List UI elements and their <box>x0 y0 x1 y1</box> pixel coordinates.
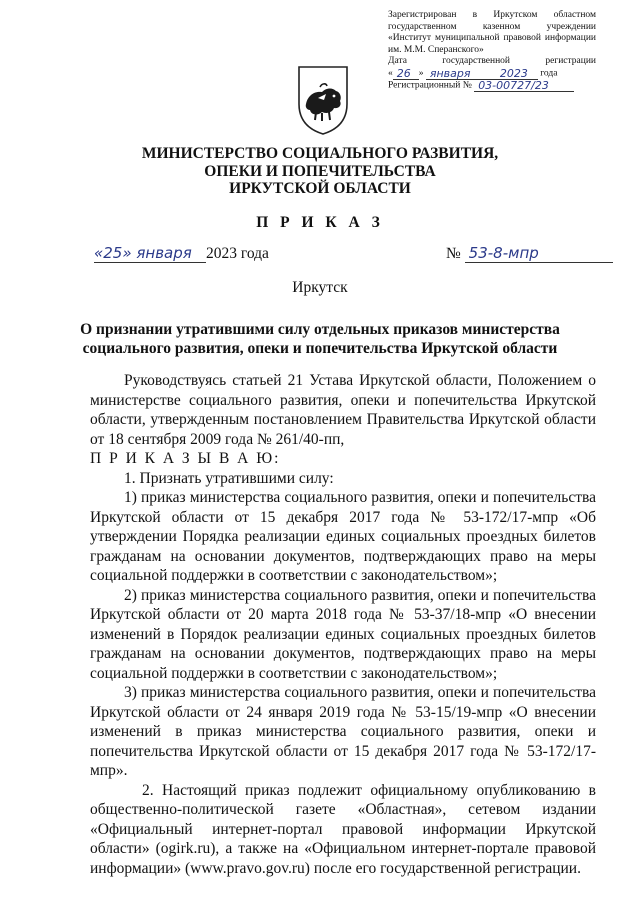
order-title-line-2: социального развития, опеки и попечительства Иркутской области <box>82 340 558 357</box>
stamp-reg-field <box>474 80 574 92</box>
command-line: П Р И К А З Ы В А Ю: <box>90 450 281 467</box>
stamp-date-open: « <box>388 68 393 78</box>
order-date-field <box>94 245 206 263</box>
order-date-year: 2023 года <box>206 245 269 262</box>
stamp-month-handwritten: января <box>429 67 471 80</box>
coat-of-arms-icon <box>296 64 350 136</box>
registration-stamp <box>388 10 596 92</box>
stamp-line-5: Дата государственной регистрации <box>388 56 596 66</box>
order-number <box>446 245 613 263</box>
document-type: П Р И К А З <box>256 214 384 231</box>
order-date-handwritten: «25» января <box>94 244 192 262</box>
stamp-line-4: им. М.М. Сперанского» <box>388 44 484 55</box>
ministry-line-2: ОПЕКИ И ПОПЕЧИТЕЛЬСТВА <box>204 162 436 180</box>
order-body <box>90 371 596 878</box>
stamp-date-row <box>388 68 596 80</box>
stamp-day-handwritten: 26 <box>396 67 411 80</box>
ministry-header <box>0 145 640 198</box>
order-number-handwritten: 53-8-мпр <box>468 244 539 262</box>
order-date <box>94 245 269 263</box>
sub-item-1-paragraph: 1) приказ министерства социального развития, опеки и попечительства Иркутской области от 15 декабря 2017 года № 53-172/17-мпр «Об утверждении Порядка реализации единых социальных проездных билетов гражданам на основании документов, подтверждающих право на меры социальной поддержки в соответствии с законодательством»; <box>90 489 596 584</box>
stamp-line-3: «Институт муниципальной правовой информации <box>388 33 596 43</box>
order-title-line-1: О признании утратившими силу отдельных приказов министерства <box>80 321 560 338</box>
stamp-month-field <box>426 68 538 80</box>
stamp-date-mid: » <box>418 68 424 78</box>
stamp-reg-row <box>388 80 596 92</box>
stamp-reg-label: Регистрационный № <box>388 80 472 90</box>
stamp-year-handwritten: 2023 <box>499 67 528 80</box>
item-2-paragraph: 2. Настоящий приказ подлежит официальному опубликованию в общественно-политической газете «Областная», сетевом издании «Официальный интернет-портал правовой информации Иркутской области» (ogirk.ru), а также на «Официальном интернет-портале правовой информации» (www.pravo.gov.ru) после его государственной регистрации. <box>90 781 596 877</box>
ministry-line-3: ИРКУТСКОЙ ОБЛАСТИ <box>229 180 411 197</box>
stamp-day-field <box>393 68 419 80</box>
order-title <box>0 320 640 358</box>
order-number-field <box>465 245 613 263</box>
city: Иркутск <box>292 279 348 296</box>
sub-item-2-paragraph: 2) приказ министерства социального развития, опеки и попечительства Иркутской области от 20 марта 2018 года № 53-37/18-мпр «О внесении изменений в Порядок реализации единых социальных проездных билетов гражданам на основании документов, подтверждающих право на меры социальной поддержки в соответствии с законодательством»; <box>90 586 596 682</box>
stamp-line-2: государственном казенном учреждении <box>388 21 596 32</box>
stamp-reg-handwritten: 03-00727/23 <box>478 79 549 92</box>
stamp-line-1: Зарегистрирован в Иркутском областном <box>388 10 596 20</box>
sub-item-3-paragraph: 3) приказ министерства социального развития, опеки и попечительства Иркутской области от 24 января 2019 года № 53-15/19-мпр «О внесении изменений в приказ министерства социального развития, опеки и попечительства Иркутской области от 15 декабря 2017 года № 53-172/17-мпр». <box>90 684 596 779</box>
preamble-paragraph: Руководствуясь статьей 21 Устава Иркутской области, Положением о министерстве социального развития, опеки и попечительства Иркутской области, утвержденным постановлением Правительства Иркутской области от 18 сентября 2009 года № 261/40-пп, <box>90 372 596 448</box>
order-number-label: № <box>446 245 461 262</box>
ministry-line-1: МИНИСТЕРСТВО СОЦИАЛЬНОГО РАЗВИТИЯ, <box>141 145 499 162</box>
stamp-date-suffix: года <box>540 68 558 78</box>
item-1-paragraph: 1. Признать утратившими силу: <box>124 469 334 487</box>
